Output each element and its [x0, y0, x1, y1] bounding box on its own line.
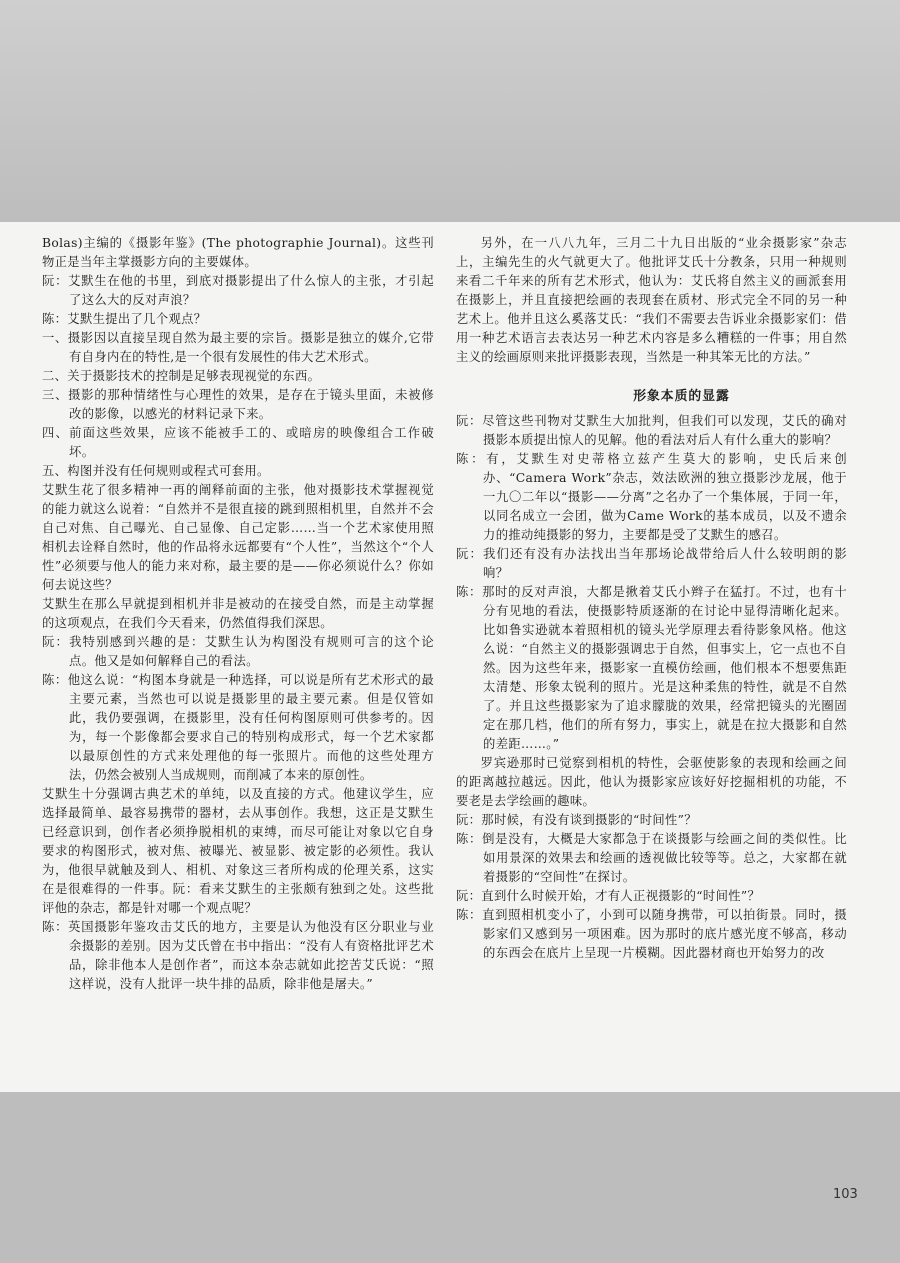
paragraph: 陈：他这么说：“构图本身就是一种选择，可以说是所有艺术形式的最主要元素，当然也可以说是摄影里的最主要元素。但是仅管如此，我仍要强调，在摄影里，没有任何构图原则可供参考的。因为，每一个影像都会要求自己的特别构成形式，每一个艺术家都以最原创性的方式来处理他的每一张照片。而他的这些处理方法，仍然会被别人当成规则，而削减了本来的原创性。 — [42, 673, 434, 782]
list-item: 五、构图并没有任何规则或程式可套用。 — [42, 464, 270, 478]
list-item: 二、关于摄影技术的控制是足够表现视觉的东西。 — [42, 369, 321, 383]
list-item: 三、摄影的那种情绪性与心理性的效果，是存在于镜头里面，未被修改的影像，以感光的材料记录下来。 — [42, 388, 434, 421]
list-item: 四、前面这些效果，应该不能被手工的、或暗房的映像组合工作破坏。 — [42, 426, 434, 459]
top-scan-margin — [0, 0, 900, 222]
paragraph: 陈：那时的反对声浪，大都是揪着艾氏小辫子在猛打。不过，也有十分有见地的看法，使摄影特质逐渐的在讨论中显得清晰化起来。比如鲁实逊就本着照相机的镜头光学原理去看待影象风格。他这么说：“自然主义的摄影强调忠于自然，但事实上，它一点也不自然。因为这些年来，摄影家一直模仿绘画，他们根本不想要焦距太清楚、形象太锐利的照片。光是这种柔焦的特性，就是不自然了。并且这些摄影家为了追求朦胧的效果，经常把镜头的光圈固定在那几档，他们的所有努力，事实上，就是在拉大摄影和自然的差距……。” — [456, 585, 847, 751]
section-heading: 形象本质的显露 — [633, 389, 730, 404]
bottom-scan-margin — [0, 1092, 900, 1263]
paragraph: 陈：有，艾默生对史蒂格立兹产生莫大的影响，史氏后来创办、“Camera Work”杂志，效法欧洲的独立摄影沙龙展，他于一九〇二年以“摄影——分离”之名办了一个集体展，于同一年，以同名成立一会团，做为Came Work的基本成员，以及不遗余力的推动纯摄影的努力，主要都是受了艾默生的感召。 — [456, 452, 847, 542]
book-page — [0, 222, 900, 1092]
paragraph: 另外，在一八八九年，三月二十九日出版的“业余摄影家”杂志上，主编先生的火气就更大了。他批评艾氏十分教条，只用一种规则来看二千年来的所有艺术形式，他认为：艾氏将自然主义的画派套用在摄影上，并且直接把绘画的表现套在质材、形式完全不同的另一种艺术上。他并且这么奚落艾氏：“我们不需要去告诉业余摄影家们：借用一种艺术语言去表达另一种艺术内容是多么糟糕的一件事；用自然主义的绘画原则来批评摄影表现，当然是一种其笨无比的方法。” — [456, 236, 847, 364]
page-number: 103 — [833, 1187, 858, 1202]
paragraph: 阮：我特别感到兴趣的是：艾默生认为构图没有规则可言的这个论点。他又是如何解释自己的看法。 — [42, 635, 434, 668]
paragraph: 阮：那时候，有没有谈到摄影的“时间性”？ — [456, 813, 697, 827]
paragraph: 陈：英国摄影年鉴攻击艾氏的地方，主要是认为他没有区分职业与业余摄影的差别。因为艾氏曾在书中指出：“没有人有资格批评艺术品，除非他本人是创作者”，而这本杂志就如此挖苦艾氏说：“照这样说，没有人批评一块牛排的品质，除非他是屠夫。” — [42, 920, 434, 991]
paragraph: 艾默生十分强调古典艺术的单纯，以及直接的方式。他建议学生，应选择最简单、最容易携带的器材，去从事创作。我想，这正是艾默生已经意识到，创作者必须挣脱相机的束缚，而尽可能让对象以它自身要求的构图形式，被对焦、被曝光、被显影、被定影的必须性。我认为，他很早就触及到人、相机、对象这三者所构成的伦理关系，这实在是很难得的一件事。阮：看来艾默生的主张颇有独到之处。这些批评他的杂志，都是针对哪一个观点呢？ — [42, 787, 434, 915]
paragraph: 陈：倒是没有，大概是大家都急于在谈摄影与绘画之间的类似性。比如用景深的效果去和绘画的透视做比较等等。总之，大家都在就着摄影的“空间性”在探讨。 — [456, 832, 847, 884]
paragraph: 陈：直到照相机变小了，小到可以随身携带，可以拍街景。同时，摄影家们又感到另一项困难。因为那时的底片感光度不够高，移动的东西会在底片上呈现一片模糊。因此器材商也开始努力的改 — [456, 908, 847, 960]
right-column — [456, 234, 847, 963]
paragraph: 阮：尽管这些刊物对艾默生大加批判，但我们可以发现，艾氏的确对摄影本质提出惊人的见解。他的看法对后人有什么重大的影响？ — [456, 414, 847, 447]
paragraph: 阮：我们还有没有办法找出当年那场论战带给后人什么较明朗的影响？ — [456, 547, 847, 580]
paragraph: 艾默生在那么早就提到相机并非是被动的在接受自然，而是主动掌握的这项观点，在我们今天看来，仍然值得我们深思。 — [42, 597, 434, 630]
paragraph: 阮：艾默生在他的书里，到底对摄影提出了什么惊人的主张，才引起了这么大的反对声浪？ — [42, 274, 434, 307]
paragraph: Bolas)主编的《摄影年鉴》(The photographie Journal)。这些刊物正是当年主掌摄影方向的主要媒体。 — [42, 236, 434, 269]
paragraph: 罗宾逊那时已觉察到相机的特性，会驱使影象的表现和绘画之间的距离越拉越远。因此，他认为摄影家应该好好挖掘相机的功能，不要老是去学绘画的趣味。 — [456, 756, 847, 808]
paragraph: 陈：艾默生提出了几个观点？ — [42, 312, 207, 326]
list-item: 一、摄影因以直接呈现自然为最主要的宗旨。摄影是独立的媒介,它带有自身内在的特性,是一个很有发展性的伟大艺术形式。 — [42, 331, 434, 364]
paragraph: 艾默生花了很多精神一再的阐释前面的主张，他对摄影技术掌握视觉的能力就这么说着：“自然并不是很直接的跳到照相机里，自然并不会自己对焦、自己曝光、自己显像、自己定影……当一个艺术家使用照相机去诠释自然时，他的作品将永远都要有“个人性”，当然这个“个人性”必须要与他人的能力来对称，最主要的是——你必须说什么？你如何去说这些？ — [42, 483, 434, 592]
left-column — [42, 234, 434, 994]
paragraph: 阮：直到什么时候开始，才有人正视摄影的“时间性”？ — [456, 889, 761, 903]
